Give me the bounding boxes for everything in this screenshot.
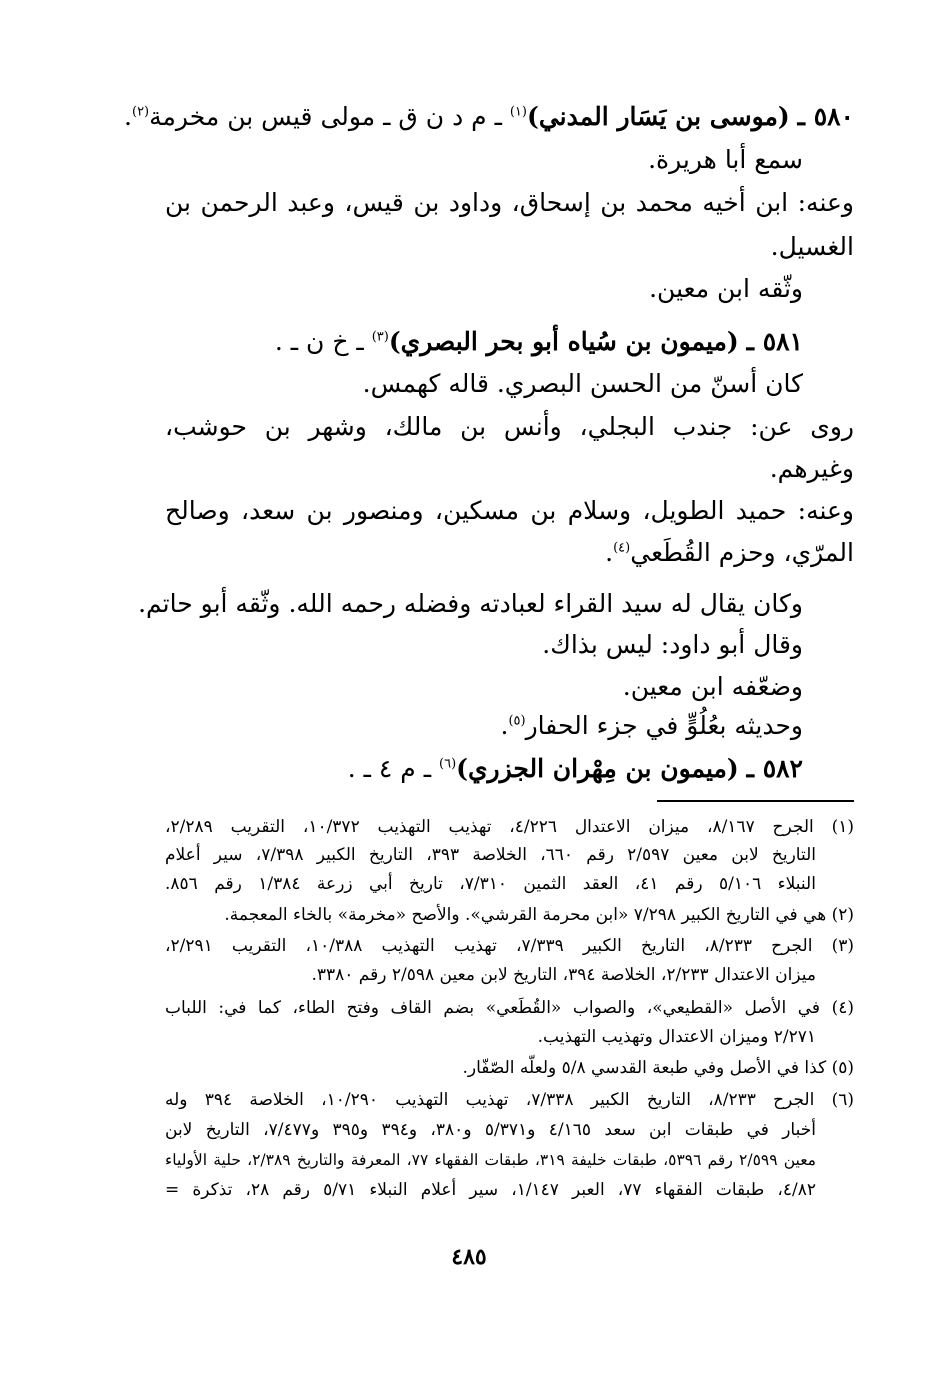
footnote-text: كذا في الأصل وفي طبعة القدسي ٥/٨ ولعلّه الصّفّار. bbox=[462, 1058, 827, 1078]
entry-580-heading bbox=[124, 100, 854, 134]
footnote-ref: (٥) bbox=[508, 713, 526, 729]
entry-tail: ـ م د ن ق ـ مولى قيس بن مخرمة bbox=[149, 102, 510, 131]
footnote-text: هي في التاريخ الكبير ٧/٢٩٨ «ابن محرمة القرشي». والأصح «مخرمة» بالخاء المعجمة. bbox=[224, 905, 827, 925]
entry-581-line: روى عن: جندب البجلي، وأنس بن مالك، وشهر بن حوشب، bbox=[165, 412, 854, 441]
footnote-4-line: ٢/٢٧١ وميزان الاعتدال وتهذيب التهذيب. bbox=[537, 1027, 816, 1047]
entry-number: ٥٨١ ـ bbox=[746, 327, 803, 356]
entry-number: ٥٨٠ ـ bbox=[797, 102, 854, 131]
footnote-text: الجرح ٨/٢٣٣، التاريخ الكبير ٧/٣٣٩، تهذيب التهذيب ١٠/٣٨٨، التقريب ٢/٢٩١، bbox=[165, 936, 813, 956]
footnote-6-line: معين ٢/٥٩٩ رقم ٥٣٩٦، طبقات خليفة ٣١٩، طبقات الفقهاء ٧٧، المعرفة والتاريخ ٢/٣٨٩، حلية الأولياء bbox=[165, 1151, 816, 1169]
entry-number: ٥٨٢ ـ bbox=[746, 754, 803, 783]
footnote-text: الجرح ٨/١٦٧، ميزان الاعتدال ٤/٢٢٦، تهذيب التهذيب ١٠/٣٧٢، التقريب ٢/٢٨٩، bbox=[165, 817, 814, 837]
line-text: وحديثه بعُلُوٍّ في جزء الحفار bbox=[525, 711, 803, 740]
entry-name: (موسى بن يَسَار المدني) bbox=[526, 102, 790, 131]
footnote-number: (٢) bbox=[831, 905, 854, 925]
footnote-number: (٥) bbox=[831, 1058, 854, 1078]
line-end: . bbox=[500, 711, 509, 740]
entry-581-line: وكان يقال له سيد القراء لعبادته وفضله رحمه الله. وثّقه أبو حاتم. bbox=[138, 589, 803, 618]
footnote-3-line: ميزان الاعتدال ٢/٢٣٣، الخلاصة ٣٩٤، التاريخ لابن معين ٢/٥٩٨ رقم ٣٣٨٠. bbox=[311, 965, 816, 985]
footnote-6-line: أخبار في طبقات ابن سعد ٤/١٦٥ و٥/٣٧١ و٣٨٠، و٣٩٤ و٣٩٥ و٧/٤٧٧، التاريخ لابن bbox=[165, 1120, 816, 1140]
entry-580-line: وثّقه ابن معين. bbox=[649, 274, 803, 303]
entry-581-line bbox=[605, 536, 854, 570]
footnote-2 bbox=[224, 903, 854, 927]
footnote-1-line: النبلاء ٥/١٠٦ رقم ٤١، العقد الثمين ٧/٣١٠، تاريخ أبي زرعة ١/٣٨٤ رقم ٨٥٦. bbox=[165, 874, 816, 894]
footnote-4 bbox=[165, 996, 854, 1020]
entry-581-line: وقال أبو داود: ليس بذاك. bbox=[542, 630, 803, 659]
entry-end: . bbox=[124, 102, 132, 131]
line-end: . bbox=[605, 538, 614, 567]
footnote-6 bbox=[165, 1088, 854, 1112]
entry-580-line: وعنه: ابن أخيه محمد بن إسحاق، وداود بن قيس، وعبد الرحمن بن bbox=[165, 188, 854, 217]
entry-582-heading bbox=[348, 752, 803, 786]
footnote-ref: (٤) bbox=[613, 540, 631, 556]
entry-581-line: وعنه: حميد الطويل، وسلام بن مسكين، ومنصور بن سعد، وصالح bbox=[165, 496, 854, 525]
entry-name: (ميمون بن سُياه أبو بحر البصري) bbox=[388, 327, 739, 356]
footnote-text: الجرح ٨/٢٣٣، التاريخ الكبير ٧/٣٣٨، تهذيب التهذيب ١٠/٢٩٠، الخلاصة ٣٩٤ وله bbox=[165, 1090, 815, 1110]
footnote-1 bbox=[165, 815, 854, 839]
entry-tail: ـ م ٤ ـ . bbox=[347, 754, 439, 783]
footnote-ref: (١) bbox=[509, 104, 527, 120]
footnote-number: (٣) bbox=[831, 936, 854, 956]
footnote-ref: (٣) bbox=[371, 329, 389, 345]
footnote-3 bbox=[165, 934, 854, 958]
footnote-separator bbox=[657, 800, 854, 802]
footnote-number: (٦) bbox=[831, 1090, 854, 1110]
entry-name: (ميمون بن مِهْران الجزري) bbox=[456, 754, 739, 783]
entry-580-line: الغسيل. bbox=[770, 232, 854, 261]
footnote-number: (١) bbox=[831, 817, 854, 837]
line-text: المرّي، وحزم القُطَعي bbox=[630, 538, 854, 567]
footnote-5 bbox=[462, 1056, 854, 1080]
footnote-ref: (٢) bbox=[131, 104, 150, 120]
footnote-ref: (٦) bbox=[439, 756, 457, 772]
entry-580-line: سمع أبا هريرة. bbox=[648, 145, 803, 174]
entry-tail: ـ خ ن ـ . bbox=[274, 327, 372, 356]
entry-581-line: وضعّفه ابن معين. bbox=[622, 672, 803, 701]
entry-581-line bbox=[501, 709, 803, 743]
footnote-text: في الأصل «القطيعي»، والصواب «القُطَعي» بضم القاف وفتح الطاء، كما في: اللباب bbox=[165, 998, 821, 1018]
footnote-number: (٤) bbox=[831, 998, 854, 1018]
entry-581-heading bbox=[275, 325, 803, 359]
page-number: ٤٨٥ bbox=[451, 1244, 487, 1270]
footnote-6-line: ٤/٨٢، طبقات الفقهاء ٧٧، العبر ١/١٤٧، سير أعلام النبلاء ٥/٧١ رقم ٢٨، تذكرة = bbox=[165, 1180, 816, 1200]
entry-581-line: كان أسنّ من الحسن البصري. قاله كهمس. bbox=[362, 369, 803, 398]
entry-581-line: وغيرهم. bbox=[769, 454, 854, 483]
footnote-1-line: التاريخ لابن معين ٢/٥٩٧ رقم ٦٦٠، الخلاصة ٣٩٣، التاريخ الكبير ٧/٣٩٨، سير أعلام bbox=[165, 845, 816, 865]
